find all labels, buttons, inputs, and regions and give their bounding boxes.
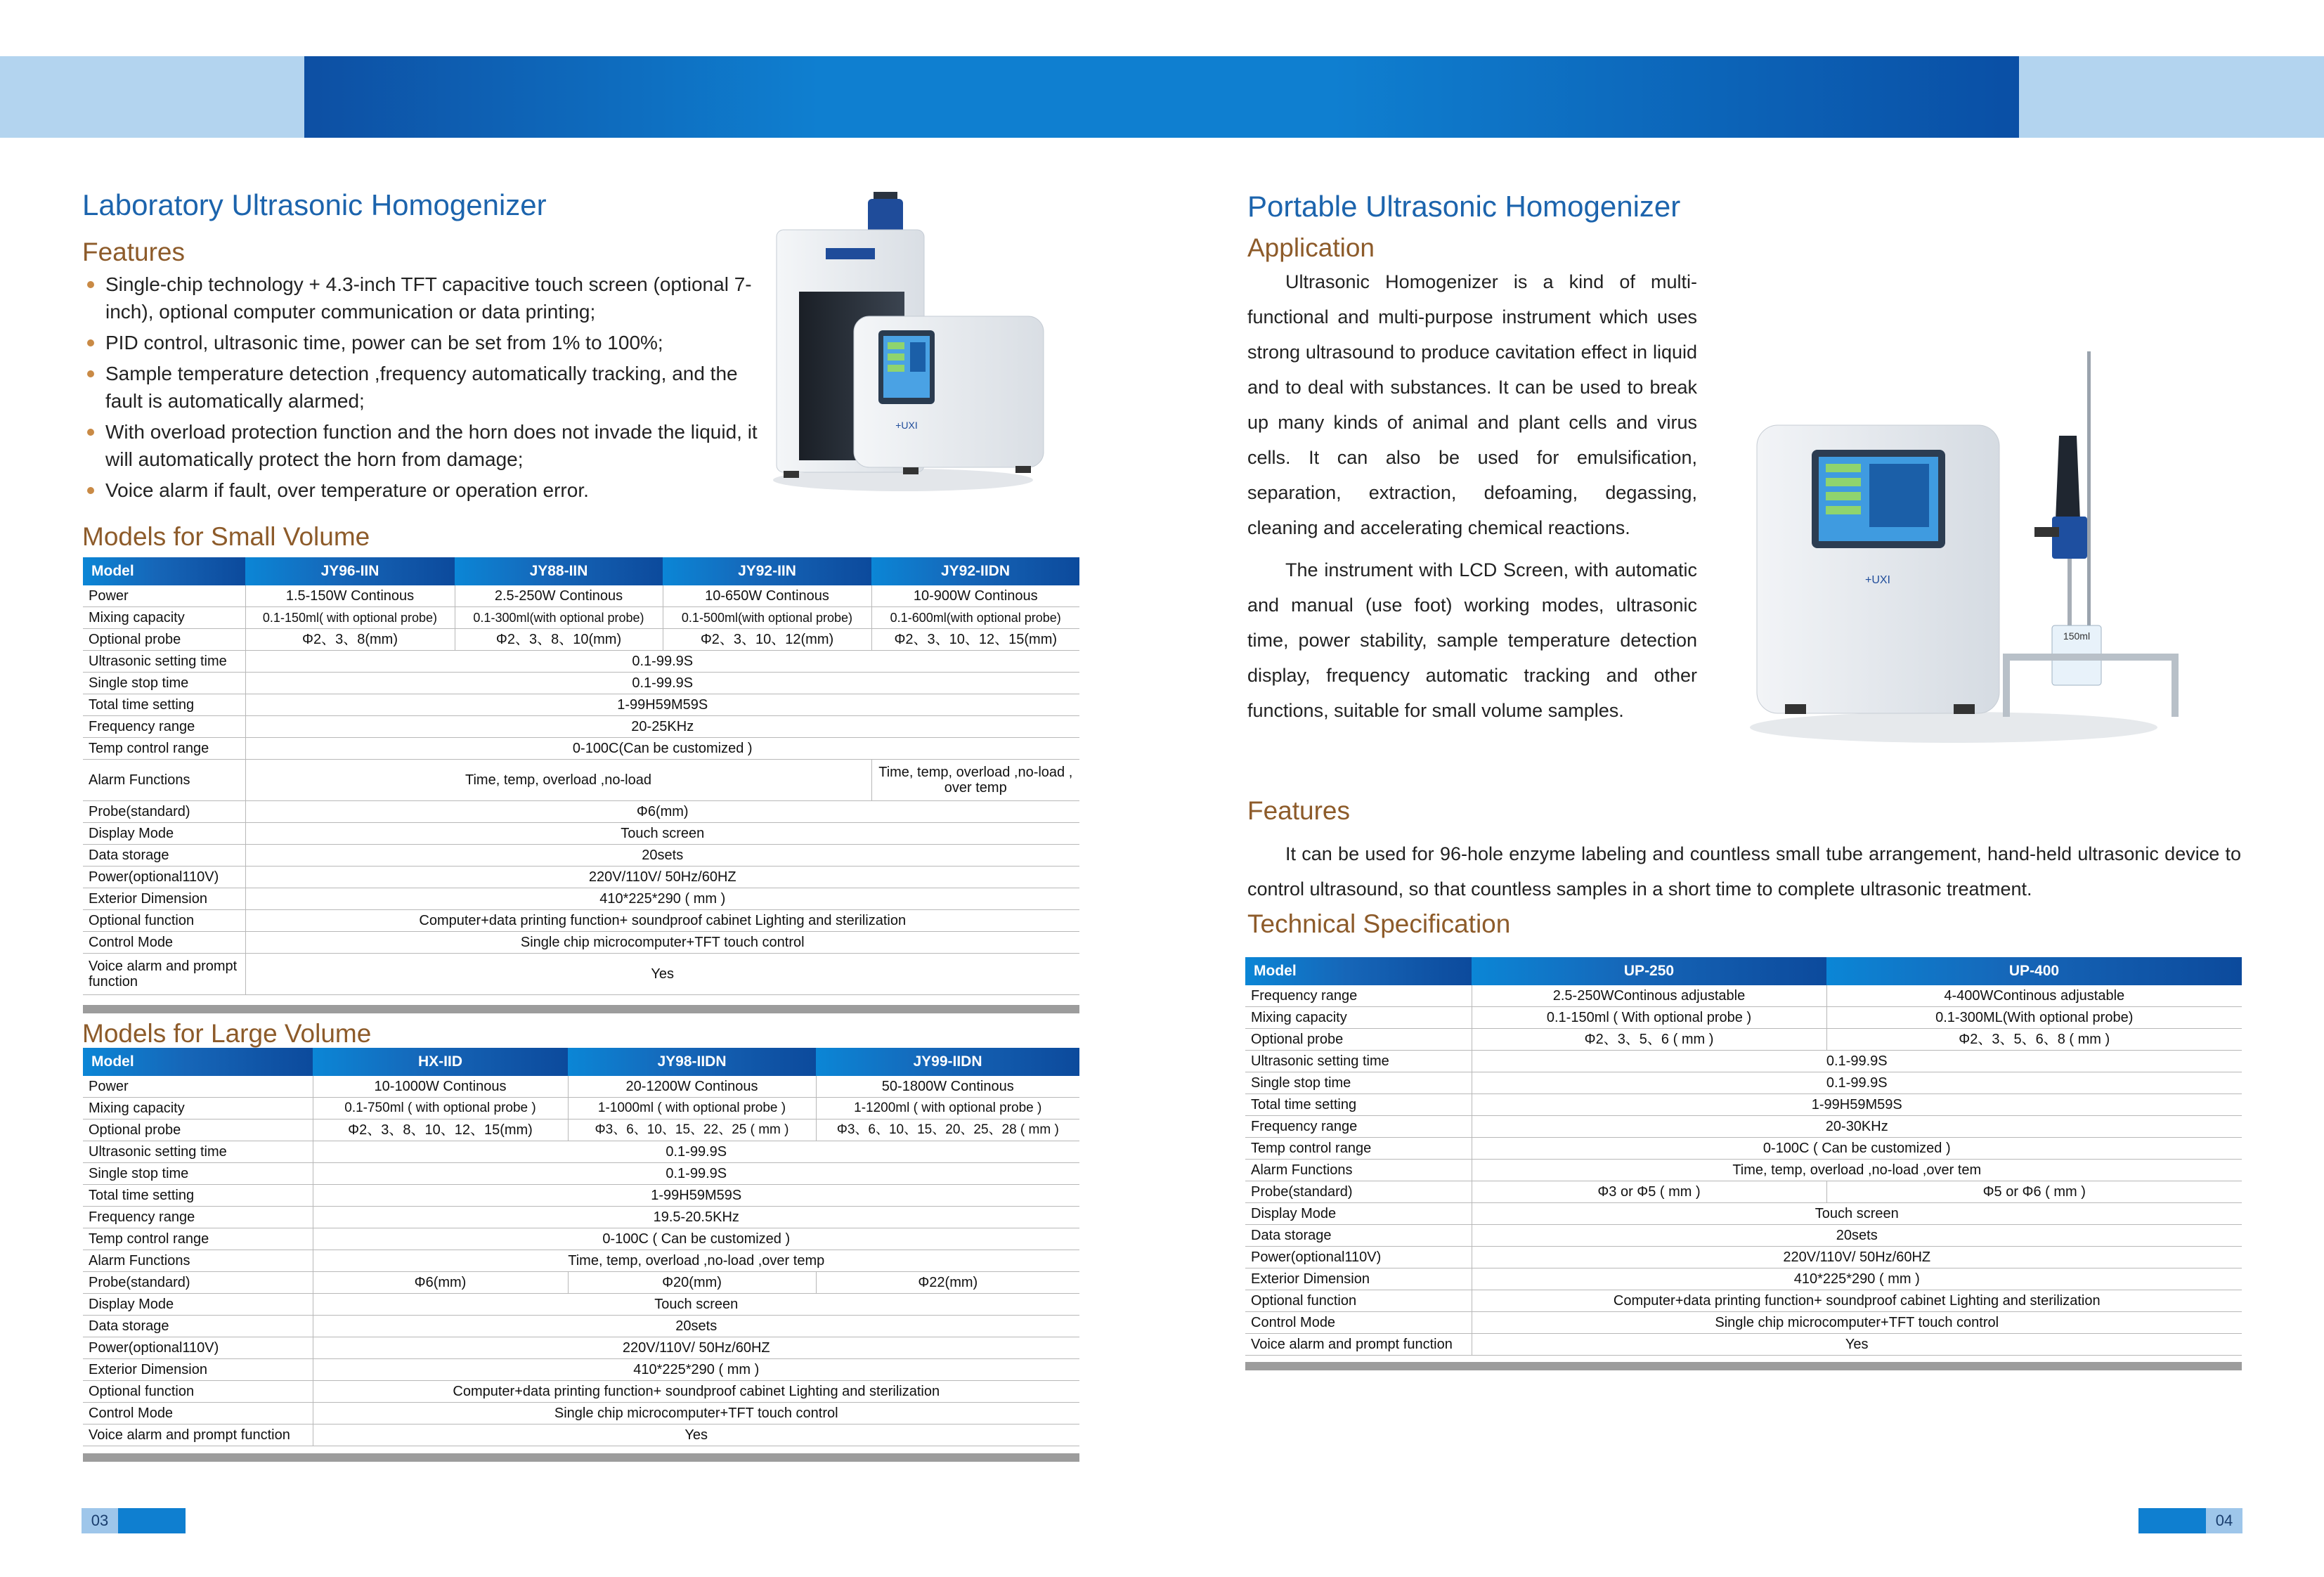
table-row: [83, 932, 1079, 954]
table-cell: 1-99H59M59S: [245, 694, 1079, 716]
table-cell: 20sets: [1472, 1225, 2242, 1247]
table-header-row: [83, 1048, 1079, 1076]
table-cell: 20-30KHz: [1472, 1116, 2242, 1138]
application-paragraph: The instrument with LCD Screen, with automatic and manual (use foot) working modes, ultrasonic time, power stability, sample temperature detection display, frequency automatic tracking and other functions, suitable for small volume samples.: [1247, 559, 1697, 721]
table-cell: 20sets: [245, 845, 1079, 867]
table-cell: Computer+data printing function+ soundproof cabinet Lighting and sterilization: [313, 1381, 1079, 1403]
portable-homogenizer-image: [1743, 344, 2207, 752]
row-label: Voice alarm and prompt function: [1245, 1334, 1472, 1356]
table-row: [83, 867, 1079, 888]
table-cell: 0-100C ( Can be customized ): [313, 1228, 1079, 1250]
row-label: Total time setting: [1245, 1094, 1472, 1116]
table-row: [1245, 1312, 2242, 1334]
table-cell: 20-1200W Continous: [568, 1076, 816, 1098]
table-header-cell: UP-250: [1472, 957, 1826, 985]
table-row: [1245, 1225, 2242, 1247]
table-cell: 0.1-99.9S: [313, 1141, 1079, 1163]
table-row: [1245, 1029, 2242, 1051]
features-paragraph: It can be used for 96-hole enzyme labeling and countless small tube arrangement, hand-held ultrasonic device to control ultrasound, so that countless samples in a short time to complete ultrasonic treatment.: [1247, 843, 2241, 900]
row-label: Total time setting: [83, 694, 245, 716]
row-label: Temp control range: [1245, 1138, 1472, 1160]
lab-homogenizer-image: [762, 186, 1047, 499]
table-cell: 50-1800W Continous: [816, 1076, 1079, 1098]
row-label: Single stop time: [83, 1163, 313, 1185]
row-label: Exterior Dimension: [83, 888, 245, 910]
header-bar-main: [304, 56, 2019, 138]
table-cell: 410*225*290 ( mm ): [313, 1359, 1079, 1381]
table-cell: Φ2、3、10、12(mm): [663, 629, 871, 651]
table-row: [83, 1141, 1079, 1163]
table-cell: Φ20(mm): [568, 1272, 816, 1294]
table-cell: 0-100C ( Can be customized ): [1472, 1138, 2242, 1160]
table-row: [1245, 1203, 2242, 1225]
technical-specification-heading: Technical Specification: [1247, 909, 1511, 938]
row-label: Voice alarm and prompt function: [83, 954, 245, 995]
lab-homogenizer-title: Laboratory Ultrasonic Homogenizer: [82, 188, 547, 221]
table-cell: 1-1000ml ( with optional probe ): [568, 1098, 816, 1120]
table-cell: 2.5-250W Continous: [455, 585, 663, 607]
feature-item: Sample temperature detection ,frequency automatically tracking, and the fault is automatically alarmed;: [83, 360, 772, 415]
table-row: [83, 1228, 1079, 1250]
table-cell: 410*225*290 ( mm ): [1472, 1268, 2242, 1290]
table-header-cell: JY98-IIDN: [568, 1048, 816, 1076]
feature-item: Single-chip technology + 4.3-inch TFT capacitive touch screen (optional 7-inch), optional computer communication or data printing;: [83, 271, 772, 325]
table-cell: 0.1-99.9S: [245, 673, 1079, 694]
row-label: Control Mode: [83, 932, 245, 954]
table-row: [83, 607, 1079, 629]
portable-homogenizer-title: Portable Ultrasonic Homogenizer: [1247, 190, 1681, 223]
table-row: [83, 673, 1079, 694]
table-row: [1245, 1290, 2242, 1312]
row-label: Alarm Functions: [1245, 1160, 1472, 1181]
row-label: Power(optional110V): [1245, 1247, 1472, 1268]
table-cell: Single chip microcomputer+TFT touch control: [245, 932, 1079, 954]
small-volume-heading: Models for Small Volume: [82, 522, 370, 551]
table-cell: Time, temp, overload ,no-load: [245, 760, 871, 801]
table-cell: Computer+data printing function+ soundproof cabinet Lighting and sterilization: [1472, 1290, 2242, 1312]
table-cell: 0.1-99.9S: [1472, 1072, 2242, 1094]
table-header-cell: JY92-IIDN: [871, 557, 1079, 585]
table-cell: 0.1-600ml(with optional probe): [871, 607, 1079, 629]
table-row: [83, 1163, 1079, 1185]
table-cell: 1-99H59M59S: [1472, 1094, 2242, 1116]
table-cell: 1.5-150W Continous: [245, 585, 455, 607]
table-row: [83, 716, 1079, 738]
row-label: Control Mode: [83, 1403, 313, 1425]
table-cell: Φ2、3、10、12、15(mm): [871, 629, 1079, 651]
table-row: [1245, 1138, 2242, 1160]
table-end-bar: [1245, 1362, 2242, 1370]
table-cell: Φ2、3、5、6 ( mm ): [1472, 1029, 1826, 1051]
row-label: Optional function: [83, 910, 245, 932]
row-label: Mixing capacity: [83, 607, 245, 629]
table-cell: Yes: [245, 954, 1079, 995]
table-cell: Touch screen: [313, 1294, 1079, 1316]
table-header-cell: JY92-IIN: [663, 557, 871, 585]
table-header-row: [1245, 957, 2242, 985]
feature-item: With overload protection function and the horn does not invade the liquid, it will automatically protect the horn from damage;: [83, 418, 772, 473]
table-cell: Time, temp, overload ,no-load ,over temp: [313, 1250, 1079, 1272]
table-cell: 10-650W Continous: [663, 585, 871, 607]
table-cell: Single chip microcomputer+TFT touch control: [313, 1403, 1079, 1425]
portable-brand-mark: +UXI: [1864, 574, 1891, 586]
table-header-cell: JY88-IIN: [455, 557, 663, 585]
table-row: [1245, 1268, 2242, 1290]
table-cell: 220V/110V/ 50Hz/60HZ: [313, 1337, 1079, 1359]
table-row: [83, 910, 1079, 932]
table-end-bar: [83, 1005, 1079, 1013]
page-number: 04: [2206, 1508, 2242, 1533]
table-row: [1245, 1072, 2242, 1094]
lab-brand-mark: +UXI: [895, 420, 918, 431]
table-cell: Computer+data printing function+ soundproof cabinet Lighting and sterilization: [245, 910, 1079, 932]
table-cell: 2.5-250WContinous adjustable: [1472, 985, 1826, 1007]
table-row: [83, 1207, 1079, 1228]
table-row: [83, 888, 1079, 910]
table-row: [1245, 1094, 2242, 1116]
page-number-right: [2138, 1508, 2242, 1533]
table-cell: 220V/110V/ 50Hz/60HZ: [1472, 1247, 2242, 1268]
row-label: Probe(standard): [83, 801, 245, 823]
application-text: [1247, 264, 1697, 735]
table-row: [83, 1185, 1079, 1207]
table-row: [83, 629, 1079, 651]
page-number-block: [118, 1508, 186, 1533]
small-volume-table: [83, 557, 1079, 995]
row-label: Frequency range: [83, 716, 245, 738]
table-row: [83, 1250, 1079, 1272]
table-row: [1245, 1247, 2242, 1268]
table-cell: Touch screen: [1472, 1203, 2242, 1225]
row-label: Temp control range: [83, 738, 245, 760]
row-label: Voice alarm and prompt function: [83, 1425, 313, 1446]
row-label: Display Mode: [1245, 1203, 1472, 1225]
features-text-right: [1247, 836, 2241, 914]
row-label: Display Mode: [83, 823, 245, 845]
table-cell: 0.1-300ML(With optional probe): [1826, 1007, 2242, 1029]
row-label: Probe(standard): [1245, 1181, 1472, 1203]
table-row: [83, 1098, 1079, 1120]
table-row: [83, 585, 1079, 607]
application-paragraph: Ultrasonic Homogenizer is a kind of multi-functional and multi-purpose instrument which uses strong ultrasound to produce cavitation effect in liquid and to deal with substances. It can be used to break up many kinds of animal and plant cells and virus cells. It can also be used for emulsification, separation, extraction, defoaming, degassing, cleaning and accelerating chemical reactions.: [1247, 271, 1697, 538]
row-label: Display Mode: [83, 1294, 313, 1316]
table-header-cell: UP-400: [1826, 957, 2242, 985]
table-row: [83, 651, 1079, 673]
table-row: [1245, 1007, 2242, 1029]
row-label: Alarm Functions: [83, 760, 245, 801]
row-label: Optional function: [1245, 1290, 1472, 1312]
table-row: [83, 823, 1079, 845]
page-number: 03: [82, 1508, 118, 1533]
table-end-bar: [83, 1453, 1079, 1462]
row-label: Single stop time: [83, 673, 245, 694]
table-row: [1245, 1160, 2242, 1181]
table-cell: 0.1-150ml( with optional probe): [245, 607, 455, 629]
table-cell: 0.1-750ml ( with optional probe ): [313, 1098, 568, 1120]
row-label: Control Mode: [1245, 1312, 1472, 1334]
row-label: Total time setting: [83, 1185, 313, 1207]
table-row: [83, 738, 1079, 760]
table-row: [1245, 1334, 2242, 1356]
table-cell: 0.1-99.9S: [313, 1163, 1079, 1185]
large-volume-table: [83, 1048, 1079, 1446]
table-cell: 10-900W Continous: [871, 585, 1079, 607]
row-label: Power(optional110V): [83, 1337, 313, 1359]
table-header-cell: Model: [83, 557, 245, 585]
table-cell: Yes: [1472, 1334, 2242, 1356]
table-row: [83, 694, 1079, 716]
table-row: [83, 1359, 1079, 1381]
table-cell: 20-25KHz: [245, 716, 1079, 738]
row-label: Data storage: [83, 845, 245, 867]
table-row: [83, 1403, 1079, 1425]
row-label: Exterior Dimension: [1245, 1268, 1472, 1290]
row-label: Optional probe: [83, 1120, 313, 1141]
row-label: Ultrasonic setting time: [83, 651, 245, 673]
header-bar-left: [0, 56, 304, 138]
table-row: [1245, 1181, 2242, 1203]
table-cell: Single chip microcomputer+TFT touch control: [1472, 1312, 2242, 1334]
table-cell: 1-1200ml ( with optional probe ): [816, 1098, 1079, 1120]
table-row: [83, 1316, 1079, 1337]
technical-specification-table: [1245, 957, 2242, 1356]
table-row: [83, 760, 1079, 801]
table-header-cell: HX-IID: [313, 1048, 568, 1076]
header-bar-right: [2019, 56, 2324, 138]
table-cell: 20sets: [313, 1316, 1079, 1337]
table-cell: 0-100C(Can be customized ): [245, 738, 1079, 760]
table-cell: 0.1-99.9S: [1472, 1051, 2242, 1072]
features-heading-right: Features: [1247, 796, 1351, 825]
features-heading-left: Features: [82, 238, 186, 266]
table-cell: Φ2、3、8、10、12、15(mm): [313, 1120, 568, 1141]
large-volume-heading: Models for Large Volume: [82, 1019, 372, 1048]
table-cell: 10-1000W Continous: [313, 1076, 568, 1098]
row-label: Data storage: [83, 1316, 313, 1337]
table-cell: 0.1-500ml(with optional probe): [663, 607, 871, 629]
table-cell: Φ2、3、5、6、8 ( mm ): [1826, 1029, 2242, 1051]
feature-item: PID control, ultrasonic time, power can be set from 1% to 100%;: [83, 329, 772, 356]
table-cell: 410*225*290 ( mm ): [245, 888, 1079, 910]
feature-item: Voice alarm if fault, over temperature or operation error.: [83, 476, 772, 504]
row-label: Exterior Dimension: [83, 1359, 313, 1381]
row-label: Frequency range: [1245, 985, 1472, 1007]
row-label: Data storage: [1245, 1225, 1472, 1247]
table-header-cell: JY96-IIN: [245, 557, 455, 585]
page-number-block: [2138, 1508, 2206, 1533]
table-row: [1245, 1116, 2242, 1138]
table-cell: Φ2、3、8、10(mm): [455, 629, 663, 651]
table-cell: 0.1-300ml(with optional probe): [455, 607, 663, 629]
row-label: Optional probe: [83, 629, 245, 651]
table-header-cell: Model: [83, 1048, 313, 1076]
table-row: [83, 1337, 1079, 1359]
table-cell: 220V/110V/ 50Hz/60HZ: [245, 867, 1079, 888]
table-row: [83, 1381, 1079, 1403]
page-number-left: [82, 1508, 186, 1533]
table-cell: 0.1-99.9S: [245, 651, 1079, 673]
table-cell: Φ6(mm): [245, 801, 1079, 823]
table-cell: 19.5-20.5KHz: [313, 1207, 1079, 1228]
table-header-row: [83, 557, 1079, 585]
table-row: [1245, 985, 2242, 1007]
row-label: Probe(standard): [83, 1272, 313, 1294]
row-label: Alarm Functions: [83, 1250, 313, 1272]
table-cell: Φ5 or Φ6 ( mm ): [1826, 1181, 2242, 1203]
row-label: Power(optional110V): [83, 867, 245, 888]
table-cell: 4-400WContinous adjustable: [1826, 985, 2242, 1007]
table-cell: Touch screen: [245, 823, 1079, 845]
application-heading: Application: [1247, 233, 1375, 262]
beaker-label: 150ml: [2063, 630, 2091, 642]
table-cell: Φ6(mm): [313, 1272, 568, 1294]
table-cell: Time, temp, overload ,no-load , over temp: [871, 760, 1079, 801]
table-cell: Φ22(mm): [816, 1272, 1079, 1294]
table-cell: Φ3、6、10、15、22、25 ( mm ): [568, 1120, 816, 1141]
table-row: [83, 1076, 1079, 1098]
table-row: [83, 845, 1079, 867]
row-label: Ultrasonic setting time: [83, 1141, 313, 1163]
row-label: Optional function: [83, 1381, 313, 1403]
table-row: [83, 954, 1079, 995]
table-cell: Φ3 or Φ5 ( mm ): [1472, 1181, 1826, 1203]
table-row: [83, 1272, 1079, 1294]
table-row: [83, 1294, 1079, 1316]
features-list-left: [83, 271, 772, 507]
row-label: Single stop time: [1245, 1072, 1472, 1094]
table-cell: Yes: [313, 1425, 1079, 1446]
table-row: [1245, 1051, 2242, 1072]
row-label: Power: [83, 1076, 313, 1098]
row-label: Temp control range: [83, 1228, 313, 1250]
table-row: [83, 1425, 1079, 1446]
row-label: Ultrasonic setting time: [1245, 1051, 1472, 1072]
table-cell: 1-99H59M59S: [313, 1185, 1079, 1207]
table-cell: Time, temp, overload ,no-load ,over tem: [1472, 1160, 2242, 1181]
table-row: [83, 1120, 1079, 1141]
row-label: Mixing capacity: [83, 1098, 313, 1120]
row-label: Frequency range: [1245, 1116, 1472, 1138]
table-cell: 0.1-150ml ( With optional probe ): [1472, 1007, 1826, 1029]
row-label: Optional probe: [1245, 1029, 1472, 1051]
table-row: [83, 801, 1079, 823]
table-cell: Φ2、3、8(mm): [245, 629, 455, 651]
row-label: Power: [83, 585, 245, 607]
table-header-cell: JY99-IIDN: [816, 1048, 1079, 1076]
table-header-cell: Model: [1245, 957, 1472, 985]
row-label: Mixing capacity: [1245, 1007, 1472, 1029]
row-label: Frequency range: [83, 1207, 313, 1228]
table-cell: Φ3、6、10、15、20、25、28 ( mm ): [816, 1120, 1079, 1141]
